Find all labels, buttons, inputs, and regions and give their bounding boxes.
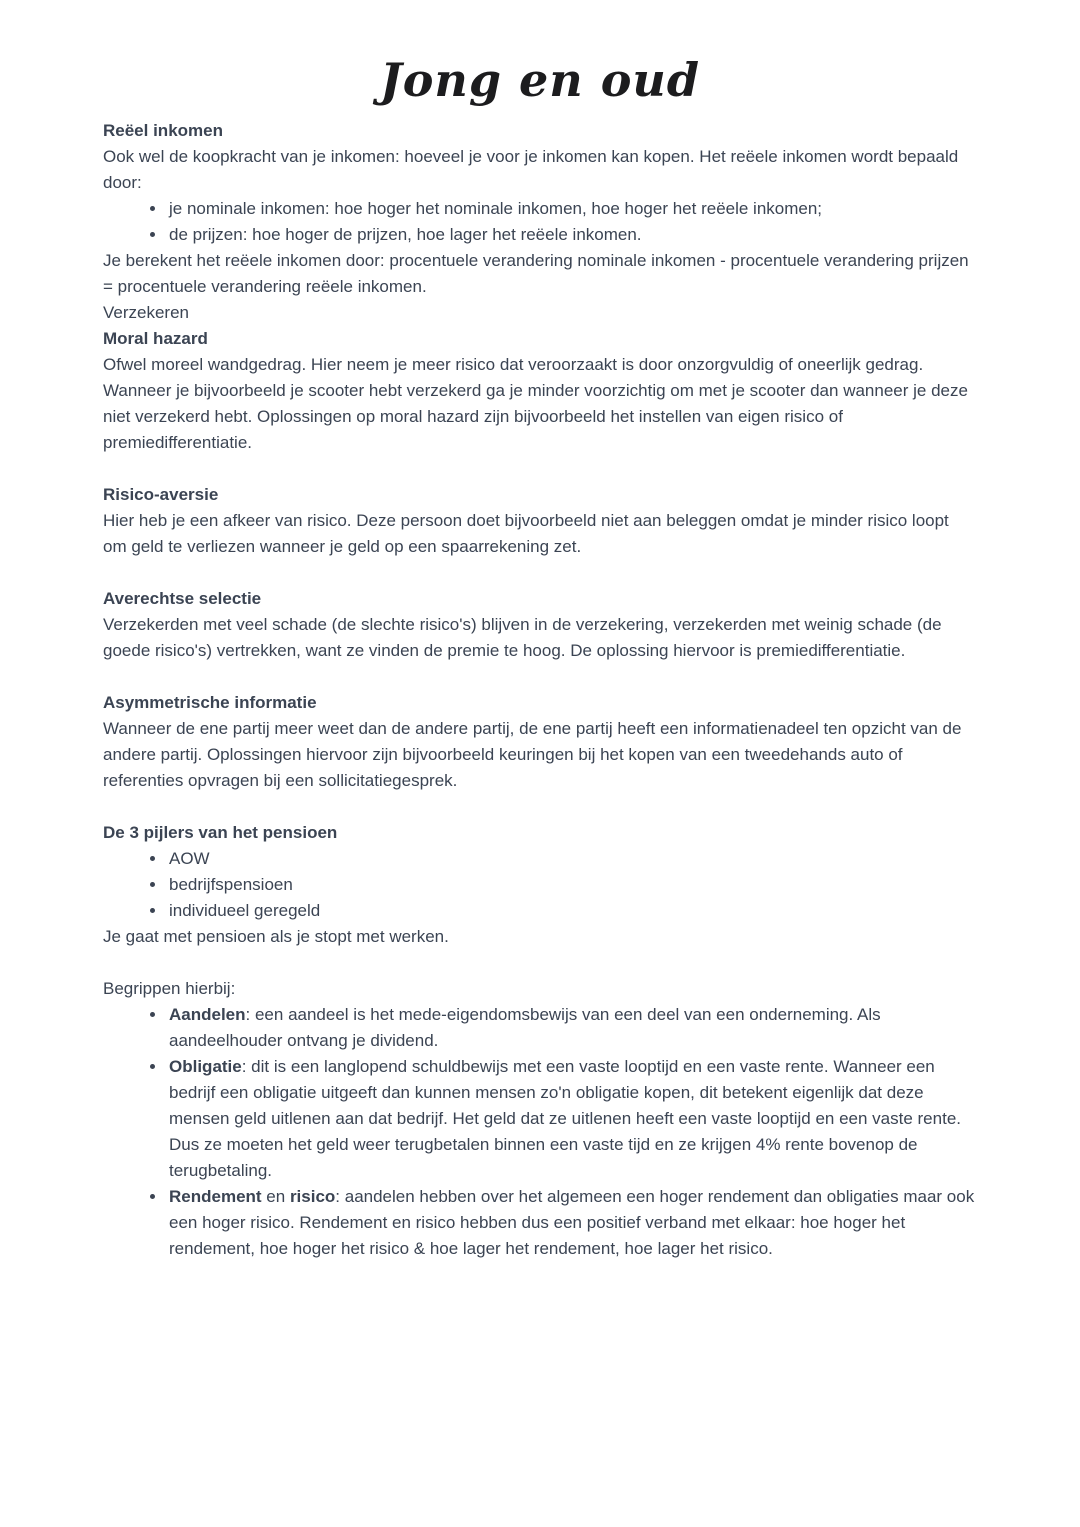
section-heading: Averechtse selectie xyxy=(103,589,262,609)
text-run: : een aandeel is het mede-eigendomsbewijs van een deel van een onderneming. Als aandeelhouder ontvang je dividend. xyxy=(169,1005,881,1051)
text-run: Je berekent het reëele inkomen door: procentuele verandering nominale inkomen - procentuele verandering prijzen = procentuele verandering reëele inkomen. xyxy=(103,251,969,297)
text-run: Wanneer de ene partij meer weet dan de andere partij, de ene partij heeft een informatienadeel ten opzicht van de andere partij. Oplossingen hiervoor zijn bijvoorbeeld keuringen bij het kopen van een tweedehands auto of referenties opvragen bij een sollicitatiegesprek. xyxy=(103,719,962,791)
text-run: individueel geregeld xyxy=(169,901,321,921)
bullet-item xyxy=(167,1184,977,1262)
paragraph xyxy=(103,248,977,300)
bullet-item xyxy=(167,1002,977,1054)
text-run: : dit is een langlopend schuldbewijs met een vaste looptijd en een vaste rente. Wanneer een bedrijf een obligatie uitgeeft dan kunnen mensen zo'n obligatie kopen, dit betekent eigenlijk dat deze mensen geld uitlenen aan dat bedrijf. Het geld dat ze uitlenen heeft een vaste looptijd en een vaste rente. Dus ze moeten het geld weer terugbetalen binnen een vaste tijd en ze krijgen 4% rente bovenop de terugbetaling. xyxy=(169,1057,961,1181)
bullet-list xyxy=(103,196,977,248)
text-run: Ofwel moreel wandgedrag. Hier neem je meer risico dat veroorzaakt is door onzorgvuldig of oneerlijk gedrag. Wanneer je bijvoorbeeld je scooter hebt verzekerd ga je minder voorzichtig om met je scooter dan wanneer je deze niet verzekerd hebt. Oplossingen op moral hazard zijn bijvoorbeeld het instellen van eigen risico of premiedifferentiatie. xyxy=(103,355,968,453)
section-spacer xyxy=(103,794,977,820)
bullet-list xyxy=(103,846,977,924)
text-run: de prijzen: hoe hoger de prijzen, hoe lager het reëele inkomen. xyxy=(169,225,642,245)
text-run: Rendement xyxy=(169,1187,262,1207)
text-run: Verzekeren xyxy=(103,303,189,323)
paragraph xyxy=(103,924,977,950)
bullet-item xyxy=(167,872,977,898)
text-run: en xyxy=(261,1187,290,1207)
text-run: je nominale inkomen: hoe hoger het nominale inkomen, hoe hoger het reëele inkomen; xyxy=(169,199,823,219)
section-heading: Asymmetrische informatie xyxy=(103,693,317,713)
paragraph xyxy=(103,976,977,1002)
bullet-list xyxy=(103,1002,977,1262)
section-spacer xyxy=(103,560,977,586)
bullet-item xyxy=(167,1054,977,1184)
bullet-item xyxy=(167,222,977,248)
section-spacer xyxy=(103,664,977,690)
text-run: Ook wel de koopkracht van je inkomen: hoeveel je voor je inkomen kan kopen. Het reëele inkomen wordt bepaald door: xyxy=(103,147,959,193)
text-run: Je gaat met pensioen als je stopt met werken. xyxy=(103,927,449,947)
text-run: Obligatie xyxy=(169,1057,242,1077)
text-run: : aandelen hebben over het algemeen een hoger rendement dan obligaties maar ook een hoger risico. Rendement en risico hebben dus een positief verband met elkaar: hoe hoger het rendement, hoe hoger het risico & hoe lager het rendement, hoe lager het risico. xyxy=(169,1187,975,1259)
paragraph xyxy=(103,352,977,456)
section-heading: Risico-aversie xyxy=(103,485,219,505)
text-run: AOW xyxy=(169,849,210,869)
bullet-item xyxy=(167,898,977,924)
text-run: Aandelen xyxy=(169,1005,246,1025)
text-run: Verzekerden met veel schade (de slechte risico's) blijven in de verzekering, verzekerden met weinig schade (de goede risico's) vertrekken, want ze vinden de premie te hoog. De oplossing hiervoor is premiedifferentiatie. xyxy=(103,615,942,661)
paragraph xyxy=(103,716,977,794)
document-content xyxy=(103,118,977,1262)
paragraph xyxy=(103,300,977,326)
bullet-item xyxy=(167,196,977,222)
bullet-item xyxy=(167,846,977,872)
text-run: bedrijfspensioen xyxy=(169,875,293,895)
section-heading: Moral hazard xyxy=(103,329,208,349)
section-heading: Reëel inkomen xyxy=(103,121,223,141)
section-spacer xyxy=(103,950,977,976)
section-spacer xyxy=(103,456,977,482)
text-run: Hier heb je een afkeer van risico. Deze persoon doet bijvoorbeeld niet aan beleggen omdat je minder risico loopt om geld te verliezen wanneer je geld op een spaarrekening zet. xyxy=(103,511,949,557)
text-run: risico xyxy=(289,1187,336,1207)
document-title: Jong en oud xyxy=(379,53,701,107)
section-heading: De 3 pijlers van het pensioen xyxy=(103,823,338,843)
paragraph xyxy=(103,508,977,560)
text-run: Begrippen hierbij: xyxy=(103,979,236,999)
paragraph xyxy=(103,144,977,196)
paragraph xyxy=(103,612,977,664)
